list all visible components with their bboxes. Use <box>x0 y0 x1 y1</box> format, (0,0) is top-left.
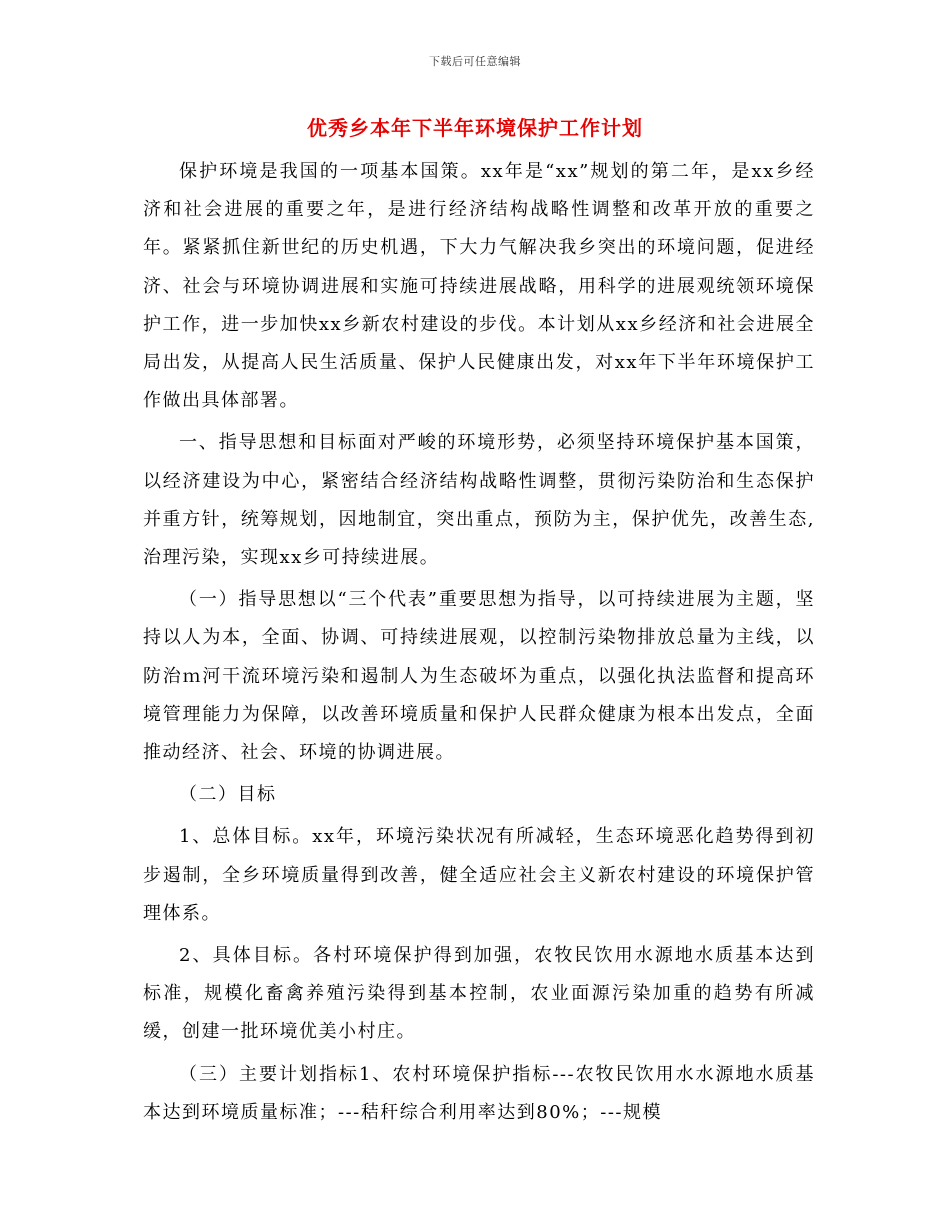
paragraph-plan-indicators: （三）主要计划指标1、农村环境保护指标---农牧民饮用水水源地水质基本达到环境质量标准；---秸秆综合利用率达到80%；---规模 <box>143 1063 815 1123</box>
paragraph-goals-heading: （二）目标 <box>179 784 277 806</box>
paragraph-intro: 保护环境是我国的一项基本国策。xx年是“xx”规划的第二年，是xx乡经济和社会进展的重要之年，是进行经济结构战略性调整和改革开放的重要之年。紧紧抓住新世纪的历史机遇，下大力气解决我乡突出的环境问题，促进经济、社会与环境协调进展和实施可持续进展战略，用科学的进展观统领环境保护工作，进一步加快xx乡新农村建设的步伐。本计划从xx乡经济和社会进展全局出发，从提高人民生活质量、保护人民健康出发，对xx年下半年环境保护工作做出具体部署。 <box>143 161 815 412</box>
header-note: 下载后可任意编辑 <box>429 55 521 68</box>
paragraph-guiding-principles: 一、指导思想和目标面对严峻的环境形势，必须坚持环境保护基本国策，以经济建设为中心，紧密结合经济结构战略性调整，贯彻污染防治和生态保护并重方针，统筹规划，因地制宜，突出重点，预防为主，保护优先，改善生态,治理污染，实现xx乡可持续进展。 <box>143 432 815 569</box>
document-body <box>143 153 815 1132</box>
paragraph-overall-goal: 1、总体目标。xx年，环境污染状况有所减轻，生态环境恶化趋势得到初步遏制，全乡环境质量得到改善，健全适应社会主义新农村建设的环境保护管理体系。 <box>143 826 815 924</box>
paragraph-guiding-ideology: （一）指导思想以“三个代表”重要思想为指导，以可持续进展为主题，坚持以人为本，全面、协调、可持续进展观，以控制污染物排放总量为主线，以防治ｍ河干流环境污染和遏制人为生态破坏为重点，以强化执法监督和提高环境管理能力为保障，以改善环境质量和保护人民群众健康为根本出发点，全面推动经济、社会、环境的协调进展。 <box>143 589 815 764</box>
paragraph-specific-goal: 2、具体目标。各村环境保护得到加强，农牧民饮用水源地水质基本达到标准，规模化畜禽养殖污染得到基本控制，农业面源污染加重的趋势有所减缓，创建一批环境优美小村庄。 <box>143 945 815 1043</box>
document-title: 优秀乡本年下半年环境保护工作计划 <box>307 116 643 140</box>
